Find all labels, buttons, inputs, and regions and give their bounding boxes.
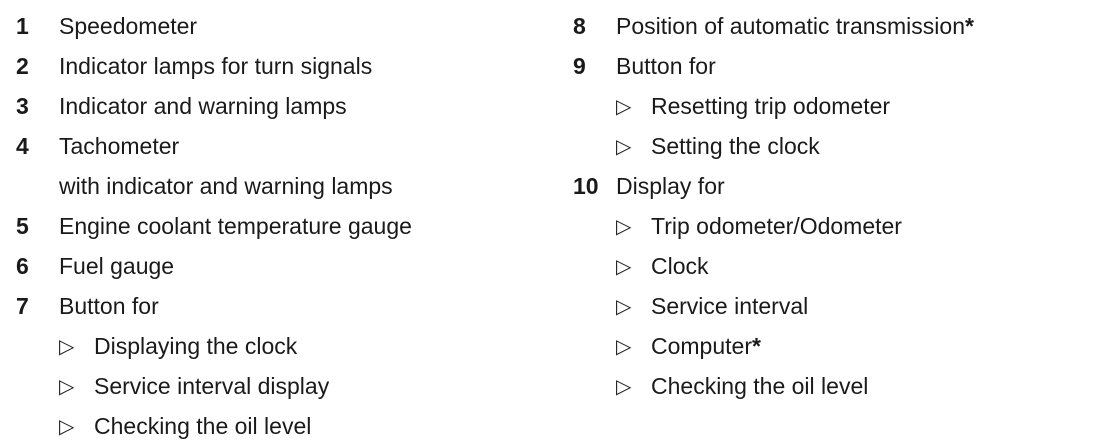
triangle-bullet-icon: ▷ [59, 335, 75, 358]
subitem-label: Clock [651, 252, 709, 279]
item-number: 6 [16, 252, 29, 279]
item-number: 8 [573, 12, 586, 39]
item-label: Engine coolant temperature gauge [59, 212, 412, 239]
legend-subitem [573, 86, 1093, 126]
subitem-label: Service interval [651, 292, 809, 319]
item-number: 4 [16, 132, 29, 159]
item-number: 9 [573, 52, 586, 79]
item-label: Indicator and warning lamps [59, 92, 347, 119]
subitem-label [651, 333, 761, 360]
subitem-label: Trip odometer/Odometer [651, 212, 902, 239]
item-label: Speedometer [59, 12, 198, 39]
legend-item-8 [573, 6, 1093, 46]
legend-subitem [573, 366, 1093, 406]
legend-item-1 [16, 6, 536, 46]
legend-item-5 [16, 206, 536, 246]
legend-subitem [573, 246, 1093, 286]
item-continuation: with indicator and warning lamps [59, 172, 393, 199]
legend-subitem [573, 206, 1093, 246]
left-legend-column [16, 6, 536, 446]
legend-item-9 [573, 46, 1093, 86]
legend-subitem [16, 326, 536, 366]
legend-item-4 [16, 126, 536, 166]
item-label: Fuel gauge [59, 252, 175, 279]
subitem-label: Setting the clock [651, 132, 820, 159]
legend-subitem [573, 286, 1093, 326]
subitem-label: Resetting trip odometer [651, 92, 891, 119]
legend-item-3 [16, 86, 536, 126]
triangle-bullet-icon: ▷ [616, 375, 632, 398]
legend-subitem [16, 406, 536, 446]
triangle-bullet-icon: ▷ [59, 375, 75, 398]
item-label: Tachometer [59, 132, 180, 159]
item-number: 1 [16, 12, 29, 39]
item-number: 10 [573, 172, 599, 199]
legend-subitem [573, 126, 1093, 166]
triangle-bullet-icon: ▷ [616, 335, 632, 358]
item-label: Button for [616, 52, 716, 79]
triangle-bullet-icon: ▷ [616, 255, 632, 278]
item-label [616, 13, 974, 40]
item-label: Display for [616, 172, 725, 199]
triangle-bullet-icon: ▷ [616, 95, 632, 118]
subitem-label: Service interval display [94, 372, 330, 399]
item-number: 7 [16, 292, 29, 319]
optional-equipment-asterisk: * [751, 332, 761, 359]
legend-subitem [573, 326, 1093, 366]
triangle-bullet-icon: ▷ [616, 215, 632, 238]
legend-subitem [16, 366, 536, 406]
legend-item-4-continuation [16, 166, 536, 206]
subitem-label: Checking the oil level [94, 412, 312, 439]
legend-item-6 [16, 246, 536, 286]
legend-item-7 [16, 286, 536, 326]
optional-equipment-asterisk: * [965, 12, 974, 39]
legend-item-2 [16, 46, 536, 86]
right-legend-column [573, 6, 1093, 406]
legend-item-10 [573, 166, 1093, 206]
item-label: Button for [59, 292, 159, 319]
triangle-bullet-icon: ▷ [616, 295, 632, 318]
item-label: Indicator lamps for turn signals [59, 52, 373, 79]
item-label-text: Position of automatic transmission [616, 12, 965, 39]
subitem-label: Displaying the clock [94, 332, 298, 359]
item-number: 2 [16, 52, 29, 79]
item-number: 3 [16, 92, 29, 119]
triangle-bullet-icon: ▷ [59, 415, 75, 438]
subitem-label: Checking the oil level [651, 372, 869, 399]
triangle-bullet-icon: ▷ [616, 135, 632, 158]
subitem-label-text: Computer [651, 332, 752, 359]
item-number: 5 [16, 212, 29, 239]
